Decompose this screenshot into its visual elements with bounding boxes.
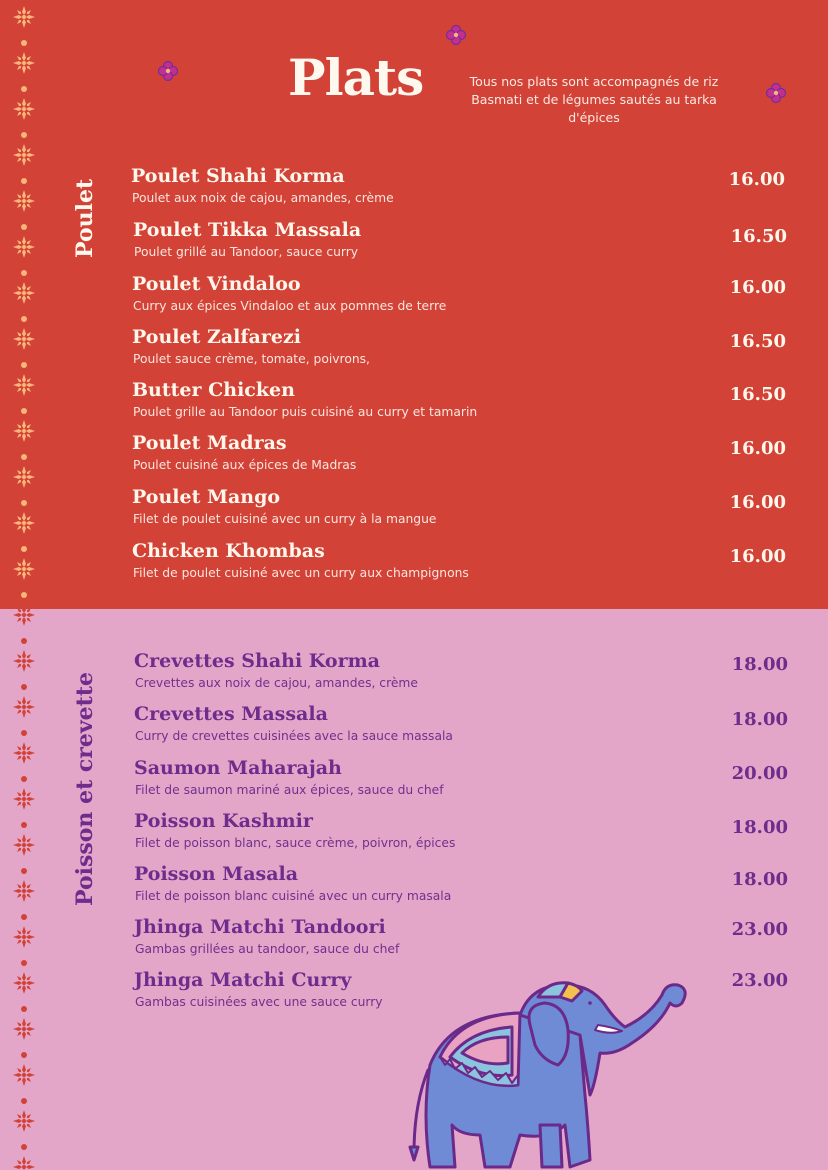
star-motif-icon — [12, 5, 36, 29]
star-motif-icon — [12, 971, 36, 995]
dish-name: Poisson Masala — [134, 863, 299, 885]
dish-name: Chicken Khombas — [132, 540, 325, 562]
dot-motif-icon — [21, 822, 27, 828]
star-motif-icon — [12, 189, 36, 213]
menu-item — [134, 757, 794, 807]
star-motif-icon — [12, 419, 36, 443]
star-motif-icon — [12, 465, 36, 489]
dish-name: Crevettes Shahi Korma — [134, 650, 380, 672]
dot-motif-icon — [21, 224, 27, 230]
dish-name: Jhinga Matchi Tandoori — [134, 916, 386, 938]
menu-item — [132, 486, 792, 536]
star-motif-icon — [12, 511, 36, 535]
dish-description: Poulet grille au Tandoor puis cuisiné au curry et tamarin — [133, 405, 478, 419]
dot-motif-icon — [21, 546, 27, 552]
dish-price: 23.00 — [731, 919, 788, 940]
dish-price: 18.00 — [731, 817, 788, 838]
dish-description: Filet de poisson blanc cuisiné avec un curry masala — [135, 889, 452, 903]
dish-description: Filet de poulet cuisiné avec un curry aux champignons — [133, 566, 469, 580]
star-motif-icon — [12, 879, 36, 903]
dish-name: Poulet Madras — [132, 432, 287, 454]
star-motif-icon — [12, 1109, 36, 1133]
dot-motif-icon — [21, 868, 27, 874]
dot-motif-icon — [21, 40, 27, 46]
dish-name: Poulet Tikka Massala — [133, 219, 362, 241]
dish-name: Poulet Vindaloo — [132, 273, 301, 295]
dish-name: Poulet Mango — [132, 486, 281, 508]
dish-description: Curry aux épices Vindaloo et aux pommes de terre — [133, 299, 447, 313]
star-motif-icon — [12, 695, 36, 719]
star-motif-icon — [12, 1017, 36, 1041]
dish-name: Poulet Zalfarezi — [132, 326, 301, 348]
dot-motif-icon — [21, 1052, 27, 1058]
flower-icon — [765, 82, 787, 104]
dish-price: 16.00 — [729, 277, 786, 298]
menu-item — [132, 432, 792, 482]
elephant-illustration — [400, 975, 700, 1170]
dish-description: Crevettes aux noix de cajou, amandes, crème — [135, 676, 418, 690]
dish-price: 16.50 — [729, 331, 786, 352]
dish-price: 16.50 — [730, 226, 787, 247]
dish-price: 16.00 — [729, 546, 786, 567]
dish-price: 23.00 — [731, 970, 788, 991]
dish-price: 20.00 — [731, 763, 788, 784]
dish-price: 18.00 — [731, 869, 788, 890]
dish-description: Filet de poisson blanc, sauce crème, poivron, épices — [135, 836, 456, 850]
star-motif-icon — [12, 143, 36, 167]
star-motif-icon — [12, 1155, 36, 1170]
star-motif-icon — [12, 787, 36, 811]
dot-motif-icon — [21, 500, 27, 506]
page-title: Plats — [288, 48, 424, 107]
flower-icon — [157, 60, 179, 82]
dish-description: Curry de crevettes cuisinées avec la sauce massala — [135, 729, 453, 743]
dot-motif-icon — [21, 86, 27, 92]
flower-icon — [445, 24, 467, 46]
menu-item — [134, 810, 794, 860]
dot-motif-icon — [21, 960, 27, 966]
dish-name: Poulet Shahi Korma — [131, 165, 345, 187]
star-motif-icon — [12, 281, 36, 305]
dot-motif-icon — [21, 408, 27, 414]
dish-name: Jhinga Matchi Curry — [134, 969, 352, 991]
menu-item — [131, 165, 791, 215]
menu-item — [134, 650, 794, 700]
dish-price: 16.00 — [729, 492, 786, 513]
dish-name: Crevettes Massala — [134, 703, 328, 725]
menu-item — [134, 703, 794, 753]
dish-description: Gambas grillées au tandoor, sauce du chef — [135, 942, 400, 956]
dot-motif-icon — [21, 270, 27, 276]
star-motif-icon — [12, 925, 36, 949]
dot-motif-icon — [21, 730, 27, 736]
star-motif-icon — [12, 603, 36, 627]
dot-motif-icon — [21, 592, 27, 598]
dot-motif-icon — [21, 316, 27, 322]
dish-description: Filet de saumon mariné aux épices, sauce du chef — [135, 783, 444, 797]
dish-description: Poulet cuisiné aux épices de Madras — [133, 458, 357, 472]
dish-price: 16.00 — [728, 169, 785, 190]
dot-motif-icon — [21, 776, 27, 782]
dot-motif-icon — [21, 1098, 27, 1104]
star-motif-icon — [12, 373, 36, 397]
dot-motif-icon — [21, 914, 27, 920]
star-motif-icon — [12, 649, 36, 673]
star-motif-icon — [12, 1063, 36, 1087]
star-motif-icon — [12, 327, 36, 351]
star-motif-icon — [12, 741, 36, 765]
star-motif-icon — [12, 833, 36, 857]
category-label-poulet: Poulet — [72, 178, 98, 258]
dish-description: Gambas cuisinées avec une sauce curry — [135, 995, 383, 1009]
menu-item — [132, 540, 792, 590]
star-motif-icon — [12, 97, 36, 121]
star-motif-icon — [12, 51, 36, 75]
dish-name: Poisson Kashmir — [134, 810, 313, 832]
dot-motif-icon — [21, 454, 27, 460]
menu-item — [132, 379, 792, 429]
dot-motif-icon — [21, 362, 27, 368]
dish-description: Poulet aux noix de cajou, amandes, crème — [132, 191, 394, 205]
dish-price: 16.00 — [729, 438, 786, 459]
menu-item — [134, 863, 794, 913]
category-label-poisson: Poisson et crevette — [72, 672, 98, 906]
dot-motif-icon — [21, 638, 27, 644]
star-motif-icon — [12, 557, 36, 581]
dot-motif-icon — [21, 684, 27, 690]
menu-item — [133, 219, 793, 269]
dot-motif-icon — [21, 1006, 27, 1012]
menu-item — [132, 326, 792, 376]
dish-description: Poulet sauce crème, tomate, poivrons, — [133, 352, 370, 366]
menu-item — [132, 273, 792, 323]
star-motif-icon — [12, 235, 36, 259]
dot-motif-icon — [21, 132, 27, 138]
menu-item — [134, 916, 794, 966]
dish-price: 18.00 — [731, 709, 788, 730]
dish-price: 16.50 — [729, 384, 786, 405]
header-subtitle: Tous nos plats sont accompagnés de riz Basmati et de légumes sautés au tarka d'épices — [469, 74, 719, 125]
dish-name: Butter Chicken — [132, 379, 295, 401]
dot-motif-icon — [21, 1144, 27, 1150]
dish-description: Poulet grillé au Tandoor, sauce curry — [134, 245, 359, 259]
dish-price: 18.00 — [731, 654, 788, 675]
dot-motif-icon — [21, 178, 27, 184]
dish-name: Saumon Maharajah — [134, 757, 342, 779]
dish-description: Filet de poulet cuisiné avec un curry à la mangue — [133, 512, 437, 526]
